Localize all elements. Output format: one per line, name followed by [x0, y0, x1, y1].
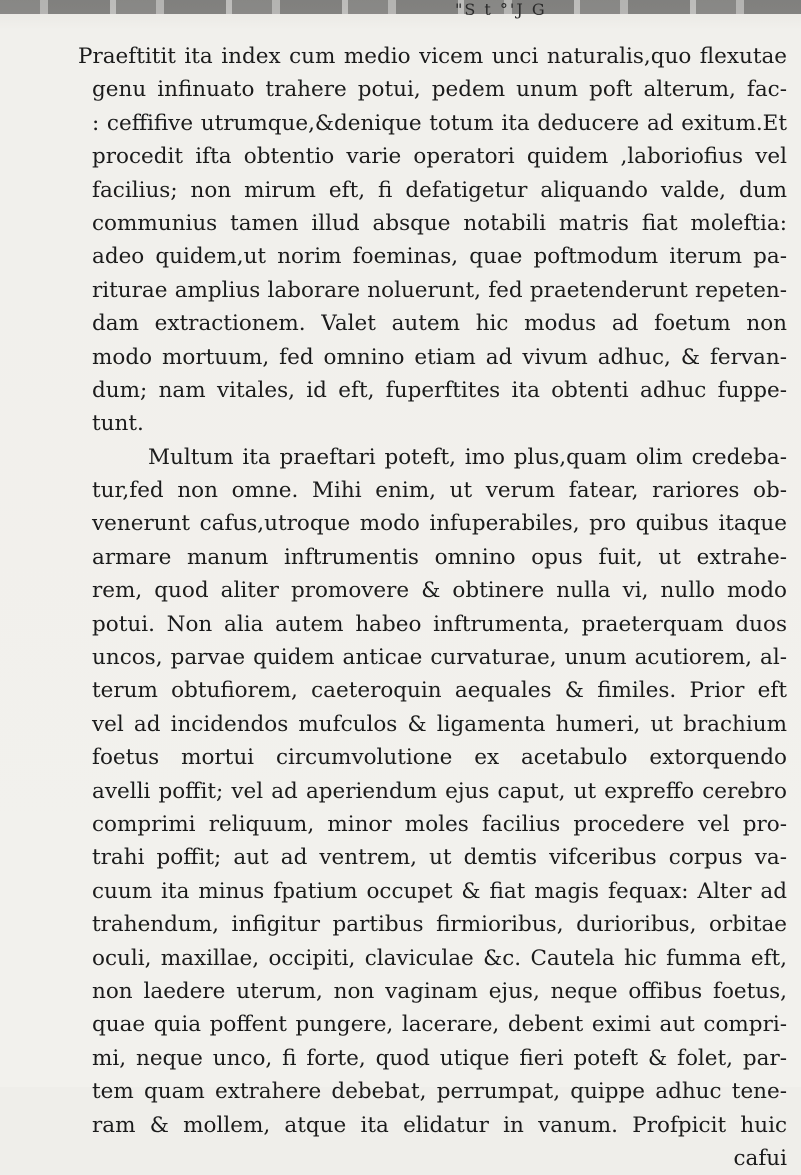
- text-line: venerunt cafus,utroque modo infuperabiles, pro quibus itaque: [92, 511, 787, 537]
- running-head: "S t °'J G: [455, 0, 547, 19]
- text-line: oculi, maxillae, occipiti, claviculae &c. Cautela hic fumma eft,: [92, 945, 787, 971]
- text-line: trahendum, infigitur partibus firmioribus, durioribus, orbitae: [92, 912, 787, 938]
- text-line: quae quia poffent pungere, lacerare, debent eximi aut compri-: [92, 1012, 787, 1038]
- text-line: : ceffifive utrumque,&denique totum ita deducere ad exitum.Et: [92, 110, 787, 136]
- body-text: [52, 40, 787, 1175]
- text-line: foetus mortui circumvolutione ex acetabulo extorquendo: [92, 745, 787, 771]
- text-line: tem quam extrahere debebat, perrumpat, quippe adhuc tene-: [92, 1079, 787, 1105]
- text-line: genu infinuato trahere potui, pedem unum poft alterum, fac-: [92, 77, 787, 103]
- text-line: vel ad incidendos mufculos & ligamenta humeri, ut brachium: [92, 711, 787, 737]
- text-line: armare manum inftrumentis omnino opus fuit, ut extrahe-: [92, 544, 787, 570]
- text-line: Praeftitit ita index cum medio vicem unci naturalis,quo flexutae: [78, 44, 787, 69]
- text-line: comprimi reliquum, minor moles facilius procedere vel pro-: [92, 811, 787, 837]
- text-line: non laedere uterum, non vaginam ejus, neque offibus foetus,: [92, 978, 787, 1004]
- text-line: cuum ita minus fpatium occupet & fiat magis fequax: Alter ad: [92, 878, 787, 904]
- text-line: riturae amplius laborare noluerunt, fed praetenderunt repeten-: [92, 277, 787, 303]
- text-line: communius tamen illud absque notabili matris fiat moleftia:: [92, 210, 787, 236]
- text-line: tur,fed non omne. Mihi enim, ut verum fatear, rariores ob-: [92, 478, 787, 504]
- text-line: terum obtufiorem, caeteroquin aequales & fimiles. Prior eft: [92, 678, 787, 704]
- text-line: dam extractionem. Valet autem hic modus ad foetum non: [92, 311, 787, 337]
- text-line: trahi poffit; aut ad ventrem, ut demtis vifceribus corpus va-: [92, 845, 787, 871]
- text-line: procedit ifta obtentio varie operatori quidem ,laboriofius vel: [92, 144, 787, 170]
- text-line: avelli poffit; vel ad aperiendum ejus caput, ut expreffo cerebro: [92, 778, 787, 804]
- text-line: modo mortuum, fed omnino etiam ad vivum adhuc, & fervan-: [92, 344, 787, 370]
- text-line: dum; nam vitales, id eft, fuperftites ita obtenti adhuc fuppe-: [92, 377, 787, 403]
- text-line: rem, quod aliter promovere & obtinere nulla vi, nullo modo: [92, 578, 787, 604]
- text-line: potui. Non alia autem habeo inftrumenta, praeterquam duos: [92, 611, 787, 637]
- text-line: facilius; non mirum eft, fi defatigetur aliquando valde, dum: [92, 177, 787, 203]
- text-line: Multum ita praeftari poteft, imo plus,quam olim credeba-: [148, 444, 787, 470]
- catchword: cafui: [733, 1145, 787, 1171]
- text-line: ram & mollem, atque ita elidatur in vanum. Profpicit huic: [92, 1112, 787, 1138]
- text-line: uncos, parvae quidem anticae curvaturae, unum acutiorem, al-: [92, 645, 787, 671]
- scan-edge-strip: [0, 0, 801, 14]
- text-line: tunt.: [92, 411, 144, 437]
- text-line: adeo quidem,ut norim foeminas, quae poftmodum iterum pa-: [92, 244, 787, 270]
- text-line: mi, neque unco, fi forte, quod utique fieri poteft & folet, par-: [92, 1045, 787, 1071]
